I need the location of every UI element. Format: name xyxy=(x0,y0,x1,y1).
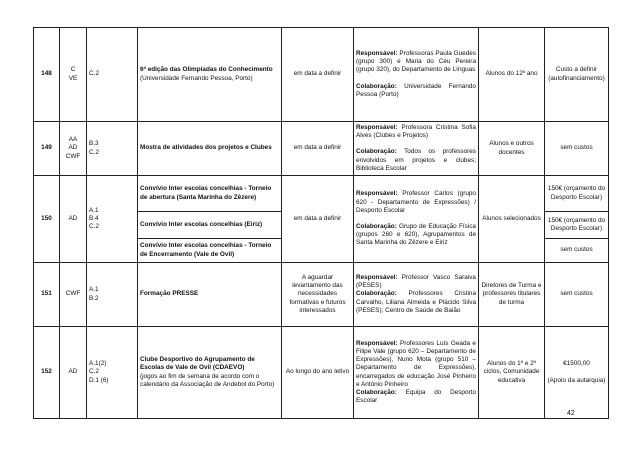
target-public-code: AD xyxy=(60,327,87,419)
target-audience: Alunos do 12º ano xyxy=(479,28,545,122)
responsible-text: Professor Vasco Saraiva (PESES) xyxy=(356,273,476,290)
target-public-code: AA AD CWF xyxy=(60,122,87,176)
collaboration-label: Colaboração: xyxy=(356,82,397,90)
table-row xyxy=(34,28,609,122)
responsible-cell xyxy=(354,327,479,419)
activity-title: Convívio Inter escolas concelhias - Torneio de Encerramento (Vale de Ovil) xyxy=(138,239,282,263)
cost: 150€ (orçamento do Desporto Escolar) xyxy=(545,212,609,239)
target-audience: Alunos do 1º e 2º ciclos, Comunidade educativa xyxy=(479,327,545,419)
activity-title: Convívio Inter escolas concelhias - Torneio de abertura (Santa Marinha do Zêzere) xyxy=(138,176,282,212)
responsible-text: Professor Carlos (grupo 620 - Departamento de Expressões) / Desporto Escolar xyxy=(356,190,476,214)
objectives-code: A.1(2) C.2 D.1 (6) xyxy=(87,327,138,419)
table-row xyxy=(34,327,609,419)
target-public-code: AD xyxy=(60,176,87,263)
cost: sem custos xyxy=(545,239,609,263)
activity-number: 148 xyxy=(34,28,60,122)
activity-title: Convívio Inter escolas concelhias (Eiriz) xyxy=(138,212,282,239)
activity-cell xyxy=(138,122,282,176)
activity-cell xyxy=(138,28,282,122)
target-audience: Alunos selecionados xyxy=(479,176,545,263)
collaboration-text: Grupo de Educação Física (grupos 260 e 620), Agrupamentos de Santa Marinha do Zêzere e Eiriz xyxy=(356,223,476,247)
target-audience: Alunos e outros docentes xyxy=(479,122,545,176)
activity-date: em data a definir xyxy=(282,28,354,122)
activity-number: 150 xyxy=(34,176,60,263)
activity-number: 149 xyxy=(34,122,60,176)
activity-number: 152 xyxy=(34,327,60,419)
responsible-cell xyxy=(354,122,479,176)
activities-table xyxy=(33,27,609,419)
collaboration-label: Colaboração: xyxy=(356,290,397,298)
objectives-code: A.1 B.4 C.2 xyxy=(87,176,138,263)
activity-cell xyxy=(138,327,282,419)
activity-date: A aguardar levantamento das necessidades formativas e futuros interessados xyxy=(282,263,354,327)
cost: sem custos xyxy=(545,122,609,176)
cost: 150€ (orçamento do Desporto Escolar) xyxy=(545,176,609,212)
cost: Custo a definir (autofinanciamento) xyxy=(545,28,609,122)
responsible-text: Professores Luís Geada e Filipe Vale (grupo 620 – Departamento de Expressões), Nuno Mota (grupo 510 – Departamento de Expressões), encarregados de educação José Pinheiro e António Pinheiro xyxy=(356,339,476,388)
collaboration-label: Colaboração: xyxy=(356,388,397,396)
responsible-label: Responsável: xyxy=(356,190,398,198)
responsible-cell xyxy=(354,263,479,327)
objectives-code: A.1 B.2 xyxy=(87,263,138,327)
activity-date: em data a definir xyxy=(282,122,354,176)
responsible-label: Responsável: xyxy=(356,273,398,281)
responsible-text: Professoras Paula Guedes (grupo 300) e Maria do Céu Pereira (grupo 320), do Departamento de Línguas xyxy=(356,49,476,74)
target-public-code: C VE xyxy=(60,28,87,122)
collaboration-text: Universidade Fernando Pessoa (Porto) xyxy=(356,82,476,98)
responsible-text: Professora Cristina Sofia Alves (Clubes e Projetos) xyxy=(356,123,476,140)
activity-date: Ao longo do ano letivo xyxy=(282,327,354,419)
responsible-label: Responsável: xyxy=(356,123,398,131)
collaboration-text: Equipa do Desporto Escolar xyxy=(356,388,476,405)
collaboration-label: Colaboração: xyxy=(356,148,397,156)
responsible-label: Responsável: xyxy=(356,49,398,57)
collaboration-text: Professores Cristina Carvalho, Liliana Almeida e Plácido Silva (PESES); Centro de Saúde de Baião xyxy=(356,290,476,314)
table-row xyxy=(34,176,609,212)
activity-title: Formação PRESSE xyxy=(140,290,199,298)
activity-date: em data a definir xyxy=(282,176,354,263)
responsible-label: Responsável: xyxy=(356,339,398,347)
activity-details: (jogos ao fim de semana de acordo com o calendário da Associação de Andebol do Porto) xyxy=(140,372,275,388)
table-row xyxy=(34,122,609,176)
activity-details: (Universidade Fernando Pessoa, Porto) xyxy=(140,74,253,82)
activity-title: 6ª edição das Olimpíadas do Conhecimento xyxy=(140,66,273,74)
activity-title: Clube Desportivo do Agrupamento de Escolas de Vale de Ovil (CDAEVO) xyxy=(140,356,255,372)
cost: €1500,00 (Apoio da autarquia) xyxy=(545,327,609,419)
responsible-cell xyxy=(354,176,479,263)
collaboration-text: Todos os professores envolvidos em projetos e clubes; Biblioteca Escolar xyxy=(356,148,476,172)
collaboration-label: Colaboração: xyxy=(356,223,397,230)
responsible-cell xyxy=(354,28,479,122)
objectives-code: B.3 C.2 xyxy=(87,122,138,176)
cost: sem custos xyxy=(545,263,609,327)
page-number: 42 xyxy=(567,410,575,417)
activity-cell xyxy=(138,263,282,327)
table-row xyxy=(34,263,609,327)
target-public-code: CWF xyxy=(60,263,87,327)
target-audience: Diretores de Turma e professores titulares de turma xyxy=(479,263,545,327)
activity-title: Mostra de atividades dos projetos e Clubes xyxy=(140,144,272,152)
activity-number: 151 xyxy=(34,263,60,327)
objectives-code: C.2 xyxy=(87,28,138,122)
